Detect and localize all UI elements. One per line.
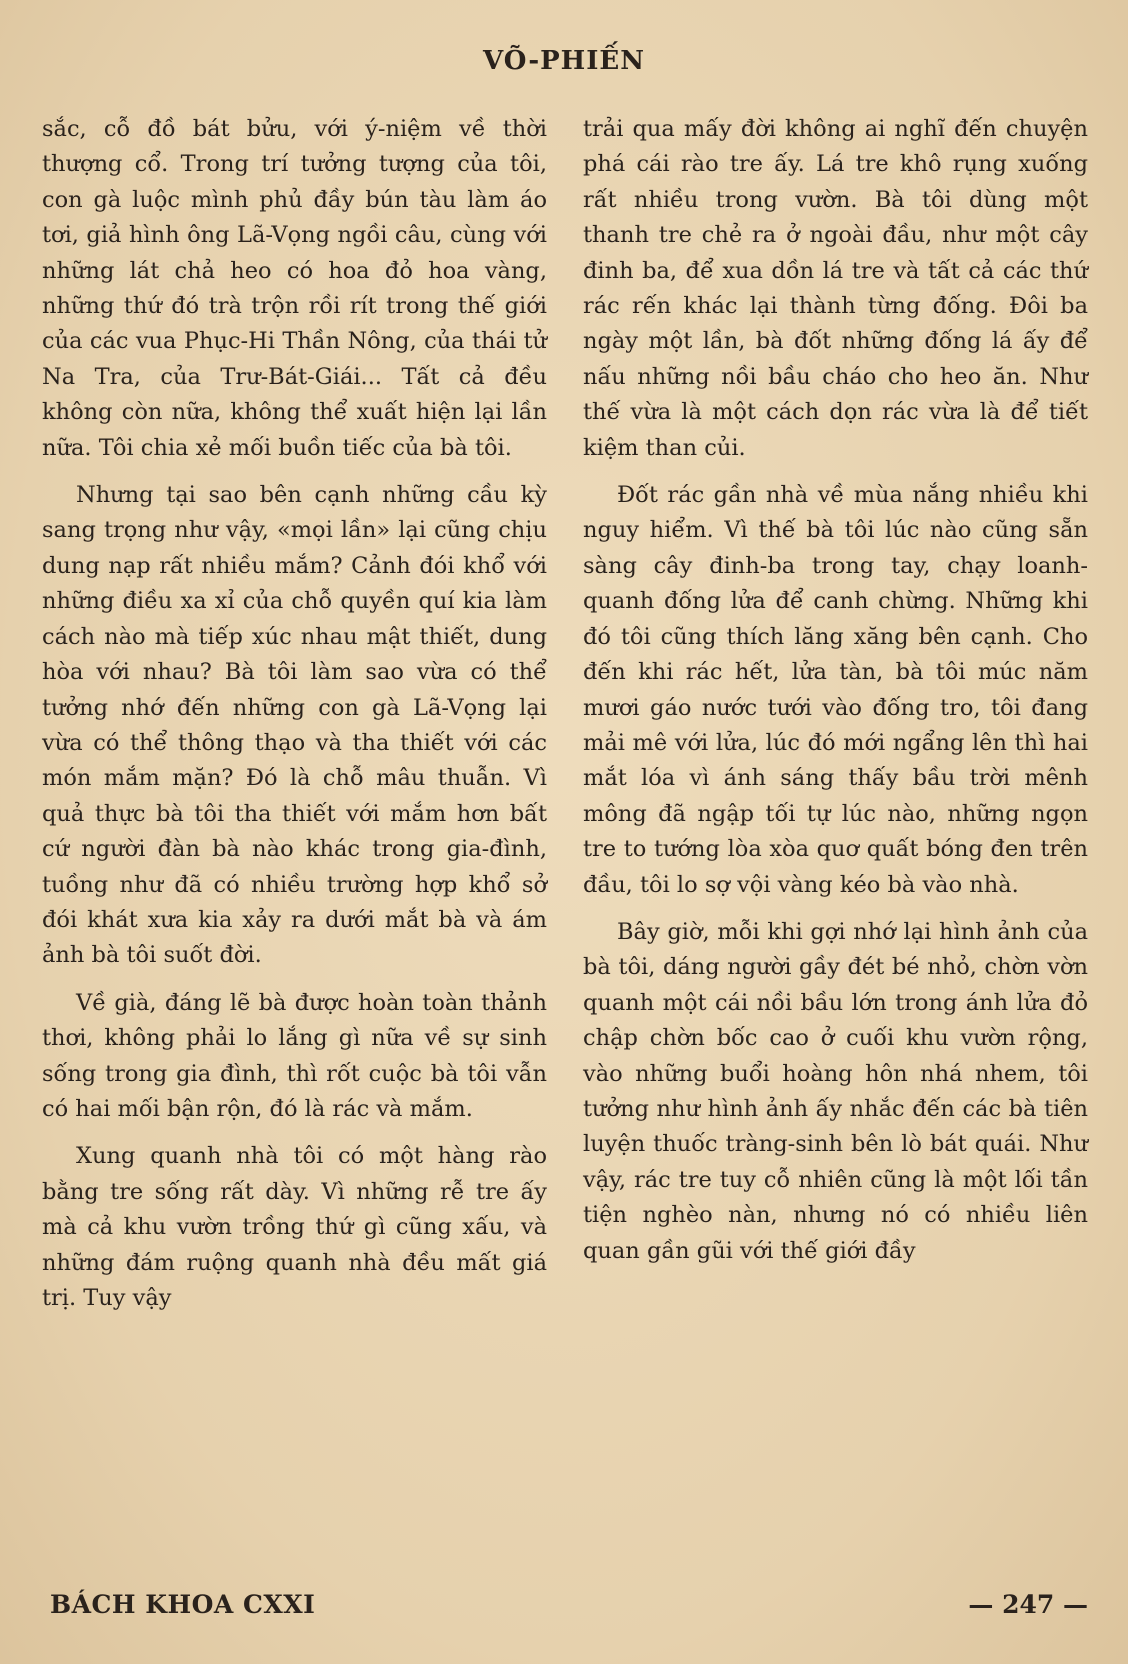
left-column <box>42 112 547 1328</box>
journal-footer: BÁCH KHOA CXXI <box>50 1590 316 1619</box>
paragraph: Nhưng tại sao bên cạnh những cầu kỳ sang trọng như vậy, «mọi lần» lại cũng chịu dung nạp rất nhiều mắm? Cảnh đói khổ với những điều xa xỉ của chỗ quyền quí kia làm cách nào mà tiếp xúc nhau mật thiết, dung hòa với nhau? Bà tôi làm sao vừa có thể tưởng nhớ đến những con gà Lã-Vọng lại vừa có thể thông thạo và tha thiết với các món mắm mặn? Đó là chỗ mâu thuẫn. Vì quả thực bà tôi tha thiết với mắm hơn bất cứ người đàn bà nào khác trong gia-đình, tuồng như đã có nhiều trường hợp khổ sở đói khát xưa kia xảy ra dưới mắt bà và ám ảnh bà tôi suốt đời. <box>42 482 547 969</box>
paragraph: Bây giờ, mỗi khi gợi nhớ lại hình ảnh của bà tôi, dáng người gầy đét bé nhỏ, chờn vờn quanh một cái nồi bầu lớn trong ánh lửa đỏ chập chờn bốc cao ở cuối khu vườn rộng, vào những buổi hoàng hôn nhá nhem, tôi tưởng như hình ảnh ấy nhắc đến các bà tiên luyện thuốc tràng-sinh bên lò bát quái. Như vậy, rác tre tuy cỗ nhiên cũng là một lối tần tiện nghèo nàn, nhưng nó có nhiều liên quan gần gũi với thế giới đầy <box>583 918 1088 1264</box>
paragraph: Về già, đáng lẽ bà được hoàn toàn thảnh thơi, không phải lo lắng gì nữa về sự sinh sống trong gia đình, thì rốt cuộc bà tôi vẫn có hai mối bận rộn, đó là rác và mắm. <box>42 989 547 1122</box>
running-header: VÕ-PHIẾN <box>483 46 645 76</box>
paragraph: Đốt rác gần nhà về mùa nắng nhiều khi nguy hiểm. Vì thế bà tôi lúc nào cũng sẵn sàng cây đinh-ba trong tay, chạy loanh-quanh đống lửa để canh chừng. Những khi đó tôi cũng thích lăng xăng bên cạnh. Cho đến khi rác hết, lửa tàn, bà tôi múc năm mươi gáo nước tưới vào đống tro, tôi đang mải mê với lửa, lúc đó mới ngẩng lên thì hai mắt lóa vì ánh sáng thấy bầu trời mênh mông đã ngập tối tự lúc nào, những ngọn tre to tướng lòa xòa quơ quất bóng đen trên đầu, tôi lo sợ vội vàng kéo bà vào nhà. <box>583 482 1088 898</box>
right-column <box>583 112 1088 1281</box>
paragraph: Xung quanh nhà tôi có một hàng rào bằng tre sống rất dày. Vì những rễ tre ấy mà cả khu vườn trồng thứ gì cũng xấu, và những đám ruộng quanh nhà đều mất giá trị. Tuy vậy <box>42 1143 547 1311</box>
paragraph: sắc, cỗ đồ bát bửu, với ý-niệm về thời thượng cổ. Trong trí tưởng tượng của tôi, con gà luộc mình phủ đầy bún tàu làm áo tơi, giả hình ông Lã-Vọng ngồi câu, cùng với những lát chả heo có hoa đỏ hoa vàng, những thứ đó trà trộn rồi rít trong thế giới của các vua Phục-Hi Thần Nông, của thái tử Na Tra, của Trư-Bát-Giái... Tất cả đều không còn nữa, không thể xuất hiện lại lần nữa. Tôi chia xẻ mối buồn tiếc của bà tôi. <box>42 116 547 461</box>
page-number: — 247 — <box>968 1590 1088 1619</box>
paragraph: trải qua mấy đời không ai nghĩ đến chuyện phá cái rào tre ấy. Lá tre khô rụng xuống rất nhiều trong vườn. Bà tôi dùng một thanh tre chẻ ra ở ngoài đầu, như một cây đinh ba, để xua dồn lá tre và tất cả các thứ rác rến khác lại thành từng đống. Đôi ba ngày một lần, bà đốt những đống lá ấy để nấu những nồi bầu cháo cho heo ăn. Như thế vừa là một cách dọn rác vừa là để tiết kiệm than củi. <box>583 116 1088 461</box>
